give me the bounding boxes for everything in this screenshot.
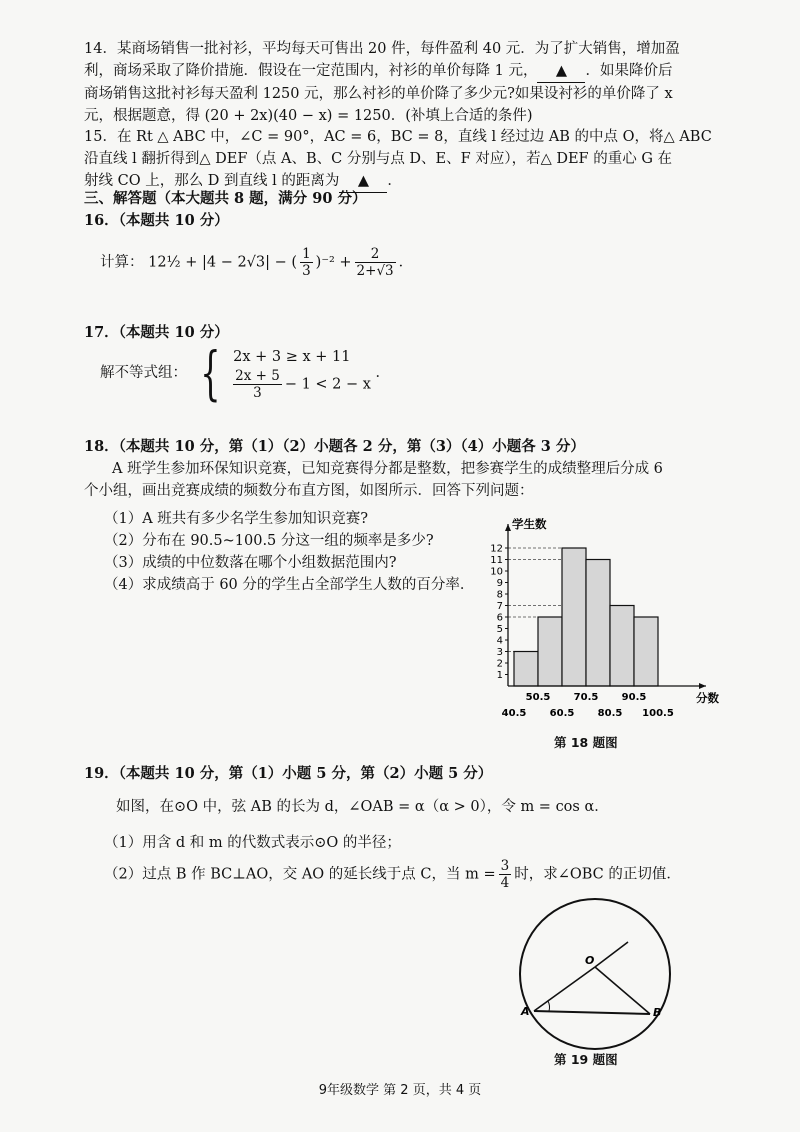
q17-prefix: 解不等式组：	[100, 365, 187, 381]
label-b: B	[653, 1006, 662, 1019]
q19-line3	[104, 858, 744, 891]
label-o: O	[585, 954, 595, 967]
q19-fraction	[499, 858, 512, 891]
y-tick-label-12: 12	[490, 543, 503, 555]
q14-line2	[84, 60, 724, 83]
q15-line2: 沿直线 l 翻折得到△ DEF（点 A、B、C 分别与点 D、E、F 对应），若△ DEF 的重心 G 在	[84, 151, 673, 167]
q14-answer-blank: ▲	[537, 60, 585, 83]
question-14	[84, 38, 724, 127]
y-tick-label-3: 3	[496, 647, 503, 658]
angle-alpha-arc	[548, 1001, 549, 1011]
y-tick-label-1: 1	[496, 670, 503, 681]
q17-fraction	[233, 368, 282, 401]
x-tick-label-2: 60.5	[549, 708, 575, 716]
x-axis-arrow-icon	[699, 683, 706, 689]
q16-frac1-den: 3	[302, 263, 311, 279]
x-tick-label-6: 100.5	[642, 708, 674, 716]
x-tick-label-1: 50.5	[525, 692, 551, 703]
q18-item-1: （1）A 班共有多少名学生参加知识竞赛?	[104, 511, 369, 527]
q18-item-3: （3）成绩的中位数落在哪个小组数据范围内?	[104, 555, 397, 571]
x-tick-label-5: 90.5	[621, 692, 647, 703]
y-tick-label-9: 9	[496, 578, 503, 589]
q19-line3-tail: 时，求∠OBC 的正切值．	[514, 866, 681, 883]
q16-frac2-den: 2+√3	[356, 263, 394, 279]
circle-diagram-svg	[515, 894, 675, 1054]
y-tick-label-8: 8	[496, 589, 503, 601]
histogram-bar-3	[562, 548, 586, 686]
q17-frac-den: 3	[253, 384, 262, 401]
q15-line1: 15．在 Rt △ ABC 中，∠C = 90°，AC = 6，BC = 8，直线 l 经过边 AB 的中点 O，将△ ABC	[84, 129, 712, 145]
q15-line3-tail: ．	[387, 173, 402, 189]
q18-sub-questions	[104, 508, 484, 596]
q16-expression	[100, 246, 740, 279]
q18-item-4: （4）求成绩高于 60 分的学生占全部学生人数的百分率．	[104, 577, 475, 593]
q16-prefix: 计算：	[100, 254, 144, 271]
histogram-bar-2	[538, 617, 562, 686]
q14-line2-tail: ．如果降价后	[585, 63, 673, 79]
section-3-heading: 三、解答题（本大题共 8 题，满分 90 分）	[84, 190, 367, 207]
q19-line3-text: （2）过点 B 作 BC⊥AO，交 AO 的延长线于点 C，当 m =	[104, 866, 496, 883]
histogram-bar-6	[634, 617, 658, 686]
q15-line3-text: 射线 CO 上，那么 D 到直线 l 的距离为	[84, 173, 340, 189]
q19-frac-num: 3	[500, 858, 510, 874]
q19-circle-figure	[515, 894, 675, 1054]
q18-heading: 18．（本题共 10 分，第（1）（2）小题各 2 分，第（3）（4）小题各 3 分）	[84, 438, 585, 455]
label-a: A	[521, 1005, 530, 1018]
q16-expr-a: 12½ + |4 − 2√3| − (	[148, 254, 298, 271]
q17-ineq2-tail: − 1 < 2 − x	[284, 376, 371, 392]
q19-line2: （1）用含 d 和 m 的代数式表示⊙O 的半径；	[104, 835, 401, 851]
chord-ab	[534, 1011, 650, 1014]
x-tick-label-3: 70.5	[573, 692, 599, 703]
q19-heading: 19．（本题共 10 分，第（1）小题 5 分，第（2）小题 5 分）	[84, 765, 493, 782]
circle-o	[520, 899, 670, 1049]
histogram-bar-4	[586, 560, 610, 687]
y-tick-label-6: 6	[496, 612, 503, 624]
q14-line1: 14．某商场销售一批衬衫，平均每天可售出 20 件，每件盈利 40 元．为了扩大销售，增加盈	[84, 41, 680, 57]
q19-line1: 如图，在⊙O 中，弦 AB 的长为 d，∠OAB = α（α > 0），令 m = cos α．	[116, 799, 609, 815]
q17-system-lines	[233, 346, 371, 401]
y-tick-label-10: 10	[490, 566, 503, 578]
q16-frac1-num: 1	[302, 246, 311, 262]
q14-line2-text: 利，商场采取了降价措施．假设在一定范围内，衬衫的单价每降 1 元，	[84, 63, 538, 79]
page-footer: 9年级数学 第 2 页，共 4 页	[318, 1083, 482, 1098]
q16-expr-c: ．	[398, 254, 414, 271]
q17-suffix: ．	[375, 365, 391, 381]
q18-intro-1: A 班学生参加环保知识竞赛，已知竞赛得分都是整数，把参赛学生的成绩整理后分成 6	[112, 461, 663, 477]
brace-icon: {	[199, 339, 221, 407]
q19-part-1	[104, 832, 724, 854]
q16-fraction-2	[355, 246, 396, 279]
histogram-svg	[484, 516, 720, 716]
q17-heading: 17．（本题共 10 分）	[84, 324, 229, 341]
y-tick-label-4: 4	[496, 635, 503, 647]
q16-heading: 16．（本题共 10 分）	[84, 212, 229, 229]
q14-line3: 商场销售这批衬衫每天盈利 1250 元，那么衬衫的单价降了多少元?如果设衬衫的单价降了 x	[84, 86, 673, 102]
q18-item-2: （2）分布在 90.5~100.5 分这一组的频率是多少?	[104, 533, 434, 549]
question-18	[84, 436, 724, 502]
histogram-bar-5	[610, 606, 634, 687]
q16-expr-b: )⁻² +	[315, 254, 352, 271]
q18-figure-caption: 第 18 题图	[554, 735, 618, 750]
x-tick-label-4: 80.5	[597, 708, 623, 716]
x-axis-label: 分数	[696, 691, 719, 705]
question-15	[84, 126, 724, 193]
ray-ao-extension	[595, 942, 628, 967]
q17-inequality-system	[100, 339, 740, 407]
q16-frac2-num: 2	[355, 246, 396, 263]
y-tick-label-11: 11	[490, 555, 503, 566]
y-axis-arrow-icon	[505, 524, 511, 531]
q18-intro-2: 个小组，画出竞赛成绩的频数分布直方图，如图所示．回答下列问题：	[84, 483, 534, 499]
q15-answer-blank: ▲	[339, 170, 387, 193]
q18-histogram	[484, 516, 720, 716]
q19-frac-den: 4	[500, 875, 510, 891]
y-axis-label: 学生数	[512, 517, 547, 531]
segment-ob	[595, 967, 650, 1014]
q16-fraction-1	[300, 246, 313, 279]
y-tick-label-2: 2	[496, 658, 503, 670]
y-tick-label-5: 5	[496, 624, 503, 635]
q17-ineq2	[233, 368, 371, 401]
q17-ineq1: 2x + 3 ≥ x + 11	[233, 348, 351, 365]
q17-frac-num: 2x + 5	[235, 367, 280, 384]
histogram-bar-1	[514, 652, 538, 687]
q19-body	[116, 796, 736, 818]
q19-part-2	[104, 858, 744, 891]
q14-line4: 元，根据题意，得 (20 + 2x)(40 − x) = 1250．(补填上合适的条件)	[84, 108, 533, 124]
segment-oa	[534, 967, 595, 1011]
y-tick-label-7: 7	[496, 601, 503, 612]
question-19	[84, 763, 724, 785]
q19-figure-caption: 第 19 题图	[554, 1052, 618, 1067]
x-tick-label-0: 40.5	[501, 708, 527, 716]
